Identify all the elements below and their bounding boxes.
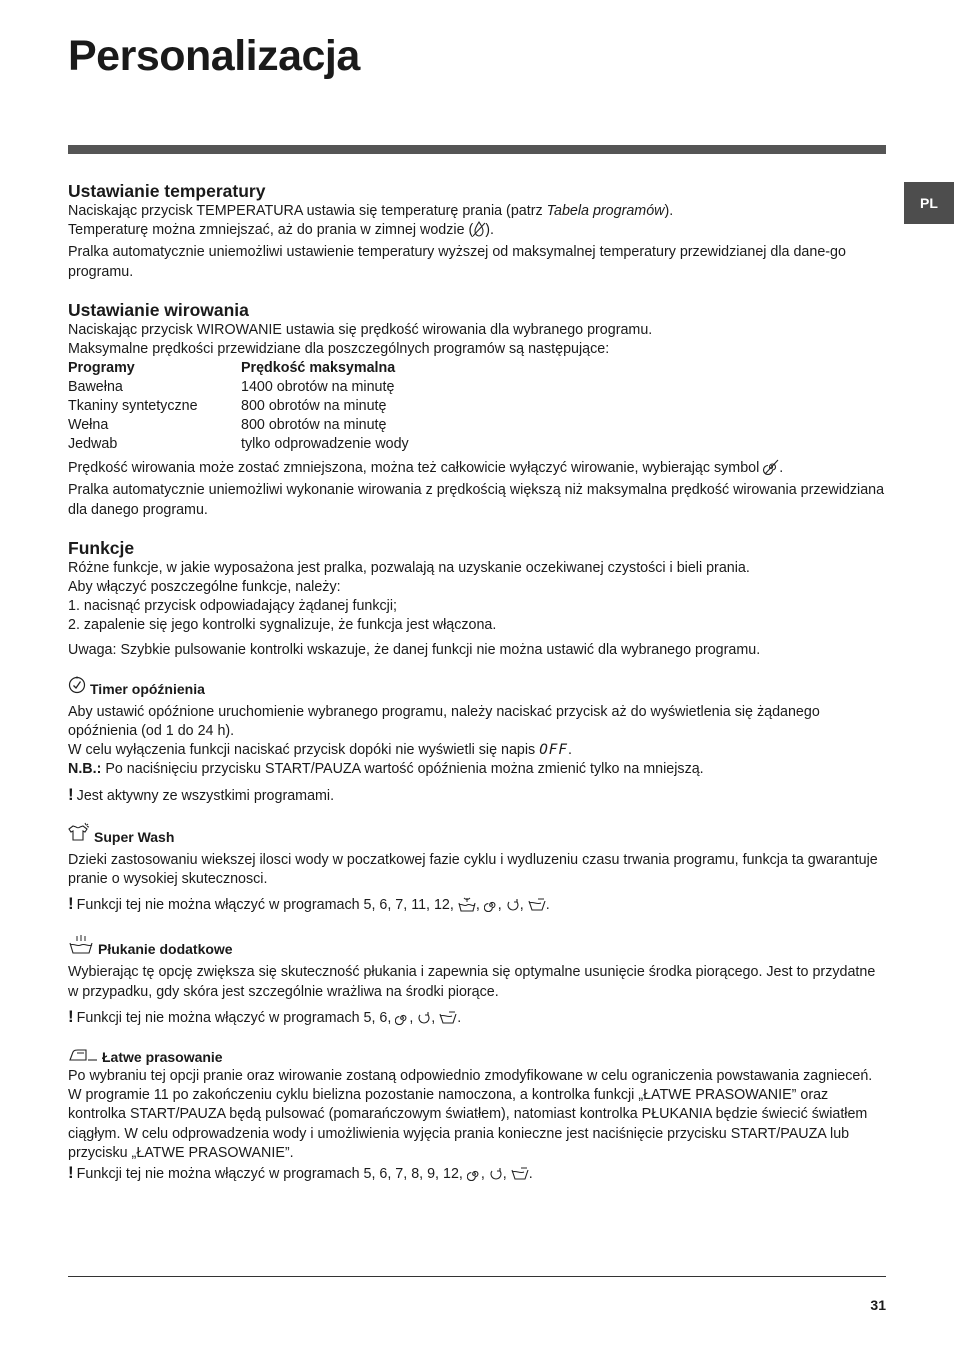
paragraph: W celu wyłączenia funkcji naciskać przycisk dopóki nie wyświetli się napis OFF. [68,742,572,759]
list-item: 1. nacisnąć przycisk odpowiadający żądanej funkcji; [68,598,398,615]
warning: ! Funkcji tej nie można włączyć w programach 5, 6, , , . [68,1007,886,1031]
easy-iron-icon [68,1047,98,1067]
section-functions [68,537,886,660]
heading-spin: Ustawianie wirowania [68,299,249,320]
warning: ! Funkcji tej nie można włączyć w programach 5, 6, 7, 8, 9, 12, , , . [68,1163,886,1187]
heading-super-wash: Super Wash [68,822,886,847]
paragraph: Wybierając tę opcję zwiększa się skuteczność płukania i zapewnia się optymalne usunięcie środka piorącego. Jest to przydatne w przypadku, gdy skóra jest szczególnie wrażliwa na środki piorące. [68,964,876,1000]
function-extra-rinse [68,934,886,1031]
quick-wash-icon [511,1167,529,1187]
spin-icon [395,1011,409,1031]
table-cell: Tkaniny syntetyczne [68,398,198,415]
paragraph: Różne funkcje, w jakie wyposażona jest pralka, pozwalają na uzyskanie oczekiwanej czystości i bieli prania. [68,559,750,576]
paragraph: Aby włączyć poszczególne funkcje, należy: [68,579,341,596]
no-spin-icon [763,459,779,481]
spin-icon [467,1167,481,1187]
drain-icon [489,1167,503,1187]
table-cell: 800 obrotów na minutę [241,398,387,415]
heading-timer: Timer opóźnienia [68,676,886,699]
paragraph: Aby ustawić opóźnione uruchomienie wybranego programu, należy naciskać przycisk aż do wyświetlenia się żądanego opóźnienia (od 1 do 24 h). [68,703,820,740]
drain-icon [506,898,520,918]
language-tab: PL [904,182,954,224]
table-header: Programy [68,360,135,377]
function-super-wash [68,822,886,919]
super-wash-icon [68,822,90,847]
quick-wash-icon [439,1011,457,1031]
list-item: 2. zapalenie się jego kontrolki sygnalizuje, że funkcja jest włączona. [68,617,497,634]
cold-wash-icon [473,221,485,243]
table-header-row [68,359,409,378]
heading-temperature: Ustawianie temperatury [68,181,266,201]
footer-rule [68,1276,886,1277]
wool-program-icon [458,897,476,918]
paragraph: Naciskając przycisk WIROWANIE ustawia się prędkość wirowania dla wybranego programu. [68,321,653,338]
paragraph: Temperaturę można zmniejszać, aż do prania w zimnej wodzie ( ). [68,221,886,243]
table-cell: Jedwab [68,436,118,453]
main-content [68,180,886,1187]
quick-wash-icon [528,898,546,918]
table-cell: Wełna [68,417,109,434]
drain-icon [417,1011,431,1031]
warning: ! Funkcji tej nie można włączyć w programach 5, 6, 7, 11, 12, , , , . [68,894,886,918]
table-cell: 800 obrotów na minutę [241,417,387,434]
table-row [68,416,409,435]
heading-extra-rinse: Płukanie dodatkowe [68,934,886,959]
section-temperature [68,180,886,282]
paragraph: Pralka automatycznie uniemożliwi wykonanie wirowania z prędkością większą niż maksymalna prędkość wirowania przewidziana dla danego programu. [68,482,885,518]
paragraph: Naciskając przycisk TEMPERATURA ustawia się temperaturę prania (patrz Tabela programów). [68,203,674,219]
function-easy-iron [68,1047,886,1187]
paragraph: N.B.: Po naciśnięciu przycisku START/PAUZA wartość opóźnienia można zmienić tylko na mniejszą. [68,761,704,778]
paragraph: Po wybraniu tej opcji pranie oraz wirowanie zostaną odpowiednio zmodyfikowane w celu ograniczenia powstawania zagnieceń. [68,1068,873,1085]
timer-icon [68,676,86,699]
paragraph: Prędkość wirowania może zostać zmniejszona, można też całkowicie wyłączyć wirowanie, wybierając symbol . [68,459,886,481]
table-row [68,435,409,454]
spin-icon [484,898,498,918]
title-rule [68,145,886,154]
heading-easy-iron: Łatwe prasowanie [68,1047,886,1067]
function-timer [68,676,886,806]
paragraph: W programie 11 po zakończeniu cyklu bielizna pozostanie namoczona, a kontrolka funkcji „ŁATWE PRASOWANIE” oraz kontrolka START/PAUZA będą pulsować (pomarańczowym światłem), natomiast kontrolka PŁUKANIA będzie świecić światłem ciągłym. W celu odprowadzenia wody i umożliwienia wyjęcia prania konieczne jest naciśnięcie przycisku START/PAUZA lub przycisku „ŁATWE PRASOWANIE”. [68,1087,868,1161]
table-row [68,397,409,416]
extra-rinse-icon [68,934,94,959]
off-display-text: OFF [539,742,569,759]
section-spin [68,299,886,520]
heading-functions: Funkcje [68,537,135,558]
table-header: Prędkość maksymalna [241,360,396,377]
table-cell: 1400 obrotów na minutę [241,379,395,396]
page-title: Personalizacja [68,32,360,80]
paragraph: Maksymalne prędkości przewidziane dla poszczególnych programów są następujące: [68,341,610,358]
paragraph: Dzieki zastosowaniu wiekszej ilosci wody w poczatkowej fazie cyklu i wydluzeniu czasu trwania programu, funkcja ta gwarantuje pranie o wysokiej skutecznosci. [68,851,878,888]
spin-speed-table [68,359,409,454]
table-row [68,378,409,397]
warning: ! Jest aktywny ze wszystkimi programami. [68,784,335,804]
table-cell: tylko odprowadzenie wody [241,436,409,453]
table-cell: Bawełna [68,379,123,396]
page-number: 31 [870,1297,886,1313]
paragraph: Pralka automatycznie uniemożliwi ustawienie temperatury wyższej od maksymalnej temperatury przewidzianej dla dane-go programu. [68,244,846,280]
note: Uwaga: Szybkie pulsowanie kontrolki wskazuje, że danej funkcji nie można ustawić dla wybranego programu. [68,641,761,658]
